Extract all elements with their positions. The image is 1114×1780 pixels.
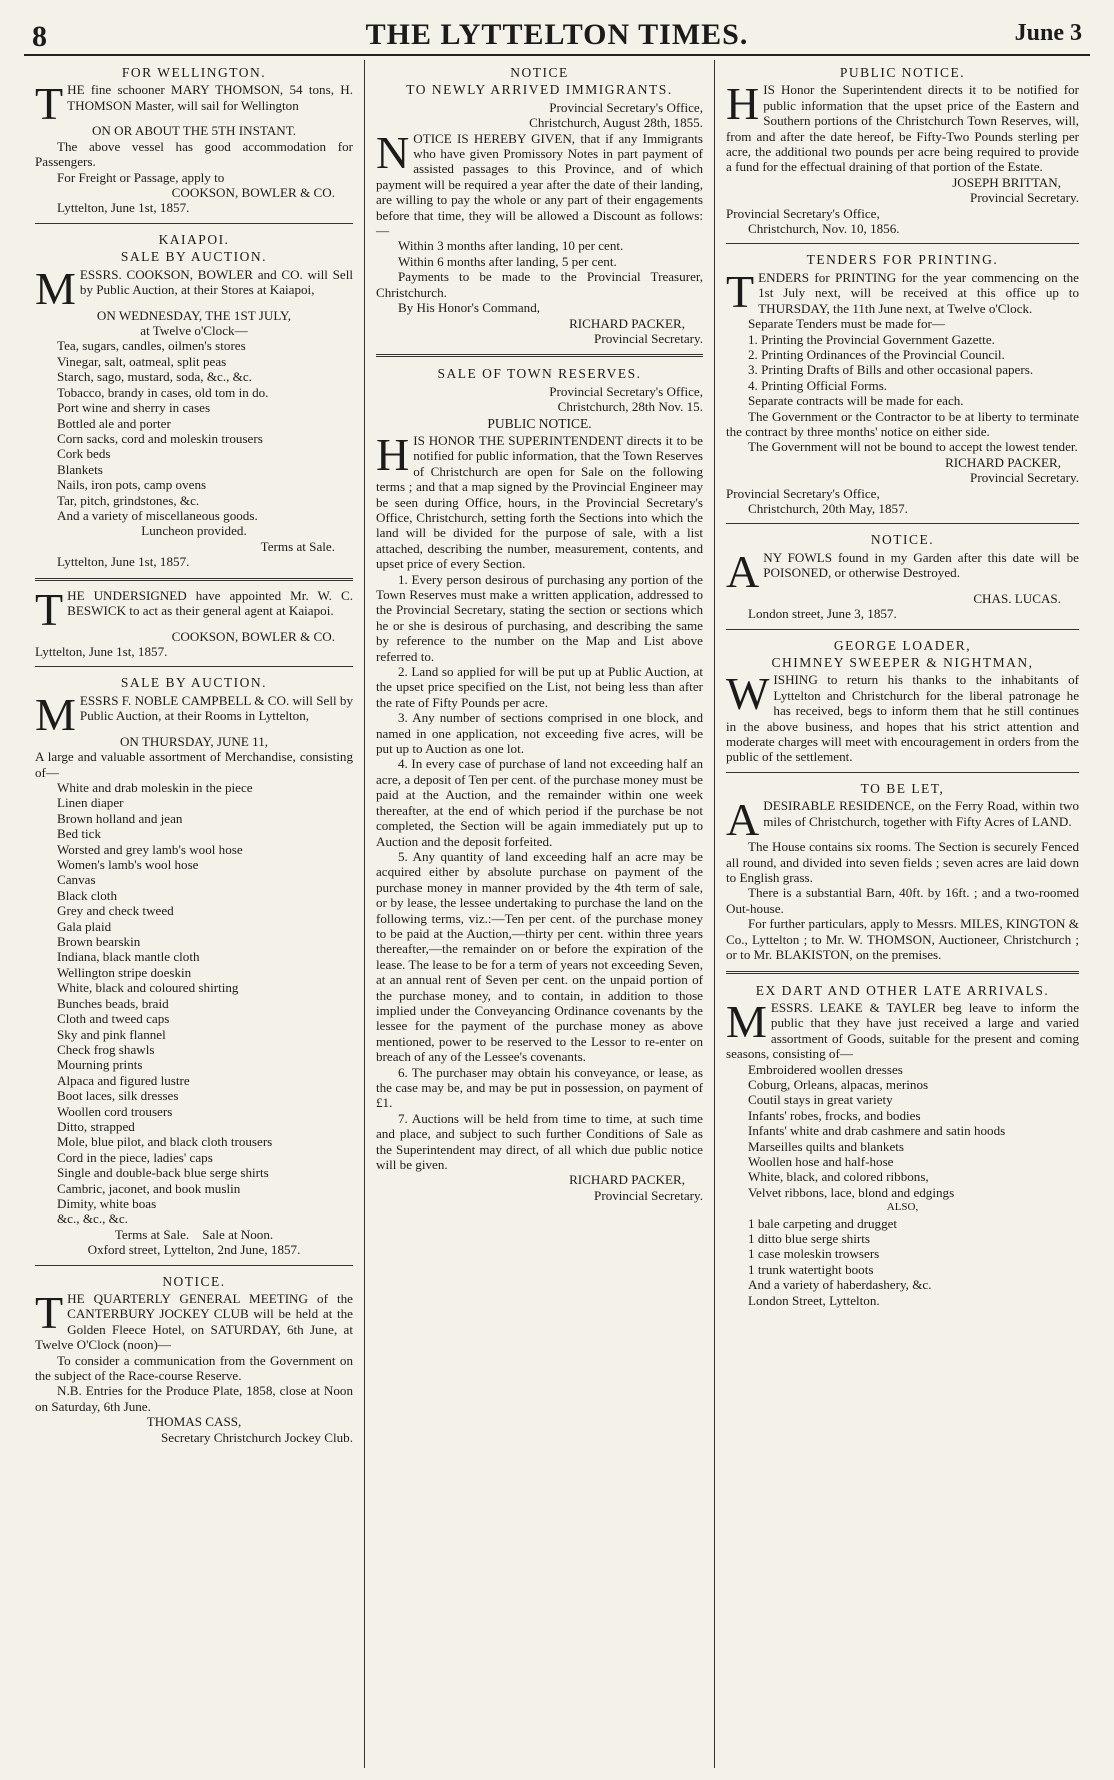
list-item: 4. Printing Official Forms. — [748, 377, 888, 393]
ad-signature: CHAS. LUCAS. — [973, 590, 1061, 606]
ad-signature-title: Secretary Christchurch Jockey Club. — [161, 1429, 353, 1445]
list-item: 1 case moleskin trowsers — [748, 1246, 880, 1262]
item-list — [726, 1062, 1079, 1201]
numbered-paragraph: 5. Any quantity of land exceeding half an acre may be acquired either by absolute purchase on payment of the purchase money in manner provided by the 4th term of sale, or by lease, the lessee undertaking to purchase the land on the following terms, viz.:—Ten per cent. of the purchase money to be paid at the Auction,—thirty per cent. within three years thereafter,—the remainder on or before the expiration of the lease. The lease to be for a term of years not exceeding Seven, at an annual rent of Seven per cent. on the unpaid portion of the purchase money, and to contain, in addition to those implied under the Conveyancing Ordinance covenants by the lessee for the payment of the purchase money as above mentioned, power to be reserved to the Lessor to re-enter on breach of any of the Lessee's covenants. — [376, 848, 703, 1065]
ad-heading: TENDERS FOR PRINTING. — [806, 252, 999, 268]
ad-line: Luncheon provided. — [141, 523, 247, 539]
drop-cap: A — [726, 545, 760, 597]
ad-body: ESSRS. COOKSON, BOWLER and CO. will Sell by Public Auction, at their Stores at Kaiapoi, — [79, 266, 353, 298]
ad-signature-title: Provincial Secretary. — [594, 330, 703, 346]
list-item: Blankets — [57, 461, 103, 477]
list-item: 3. Printing Drafts of Bills and other occasional papers. — [748, 362, 1034, 378]
list-item: White, black and coloured shirting — [57, 980, 239, 996]
ad-heading: SALE BY AUCTION. — [120, 249, 268, 265]
list-item: Bed tick — [57, 826, 101, 842]
list-item: Worsted and grey lamb's wool hose — [57, 841, 243, 857]
list-item: Cambric, jaconet, and book muslin — [57, 1180, 241, 1196]
ad-signature: RICHARD PACKER, — [569, 1172, 685, 1188]
list-item: 1 trunk watertight boots — [748, 1261, 874, 1277]
ad-signature: JOSEPH BRITTAN, — [952, 174, 1061, 190]
list-item: Boot laces, silk dresses — [57, 1088, 179, 1104]
list-item: Women's lamb's wool hose — [57, 857, 199, 873]
item-list — [726, 332, 1079, 394]
ad-to-be-let — [726, 776, 1079, 967]
ad-signature-title: Provincial Secretary. — [594, 1187, 703, 1203]
list-item: Gala plaid — [57, 918, 112, 934]
ad-body: ENDERS for PRINTING for the year commencing on the 1st July next, will be received at this office up to THURSDAY, the 11th June next, at Twelve o'Clock. — [758, 269, 1079, 316]
list-item: Single and double-back blue serge shirts — [57, 1165, 269, 1181]
list-item: Tea, sugars, candles, oilmen's stores — [57, 338, 246, 354]
ad-body: DESIRABLE RESIDENCE, on the Ferry Road, within two miles of Christchurch, together with Fifty Acres of LAND. — [763, 798, 1079, 829]
ad-date: Lyttelton, June 1st, 1857. — [35, 643, 168, 659]
list-item: Indiana, black mantle cloth — [57, 949, 200, 965]
ad-line: Terms at Sale. Sale at Noon. — [114, 1226, 274, 1242]
ad-body: ESSRS. LEAKE & TAYLER beg leave to inform the public that they have just received a large and varied assortment of Goods, suitable for the present and coming seasons, consisting of— — [726, 999, 1079, 1062]
ad-body: HE fine schooner MARY THOMSON, 54 tons, H. THOMSON Master, will sail for Wellington — [67, 82, 353, 113]
ad-date: Christchurch, August 28th, 1855. — [529, 115, 703, 131]
list-item: Woollen cord trousers — [57, 1103, 173, 1119]
ad-signature: COOKSON, BOWLER & CO. — [171, 628, 335, 644]
ad-heading: FOR WELLINGTON. — [121, 65, 267, 80]
ad-signature-title: Provincial Secretary. — [970, 190, 1079, 206]
drop-cap: T — [35, 583, 64, 635]
list-item: Check frog shawls — [57, 1041, 155, 1057]
ad-signature: COOKSON, BOWLER & CO. — [171, 185, 335, 201]
ad-line: Within 6 months after landing, 5 per cent. — [398, 253, 617, 269]
list-item: Coburg, Orleans, alpacas, merinos — [748, 1076, 929, 1092]
list-item: Nails, iron pots, camp ovens — [57, 477, 207, 493]
drop-cap: M — [726, 995, 767, 1047]
ad-office: Provincial Secretary's Office, — [549, 99, 703, 115]
ad-address: London Street, Lyttelton. — [748, 1292, 880, 1308]
ad-heading: PUBLIC NOTICE. — [839, 65, 966, 80]
ad-heading: NOTICE. — [162, 1273, 226, 1289]
ad-office: Provincial Secretary's Office, — [726, 485, 880, 501]
newspaper-title: THE LYTTELTON TIMES. — [365, 18, 749, 51]
list-item: Bunches beads, braid — [57, 995, 169, 1011]
list-item: 1 bale carpeting and drugget — [748, 1215, 898, 1231]
ad-body: ISHING to return his thanks to the inhabitants of Lyttelton and Christchurch for the liberal patronage he has received, begs to inform them that he still continues in the above business, and hopes that his strict attention and moderate charges will meet with encouragement in orders from the public of the settlement. — [726, 672, 1079, 765]
drop-cap: H — [726, 78, 760, 130]
list-item: And a variety of miscellaneous goods. — [57, 507, 258, 523]
ad-body: N.B. Entries for the Produce Plate, 1858, close at Noon on Saturday, 6th June. — [35, 1383, 353, 1414]
ad-date: Oxford street, Lyttelton, 2nd June, 1857. — [87, 1242, 301, 1258]
list-item: Brown bearskin — [57, 934, 141, 950]
ad-town-reserves — [376, 361, 703, 1207]
issue-date: June 3 — [1014, 20, 1082, 46]
ad-line: ON WEDNESDAY, THE 1ST JULY, — [96, 307, 292, 323]
list-item: And a variety of haberdashery, &c. — [748, 1277, 932, 1293]
ad-tenders-printing — [726, 247, 1079, 520]
ad-public-notice — [726, 60, 1079, 240]
ad-body: IS Honor the Superintendent directs it to be notified for public information that the upset price of the Eastern and Southern portions of the Christchurch Town Reserves, will, from and after the date hereof, be Fifty-Two Pounds sterling per acre, the additional two pounds per acre being required to provide a fund for the effectual draining of that portion of the Estate. — [726, 82, 1079, 175]
ad-for-wellington — [35, 60, 353, 220]
ad-heading: SALE BY AUCTION. — [120, 675, 268, 691]
ad-heading: EX DART AND OTHER LATE ARRIVALS. — [755, 982, 1050, 998]
ad-line: ON OR ABOUT THE 5TH INSTANT. — [91, 123, 297, 139]
ad-line: Within 3 months after landing, 10 per cent. — [398, 238, 624, 254]
list-item: Cloth and tweed caps — [57, 1011, 170, 1027]
ad-date: Lyttelton, June 1st, 1857. — [57, 554, 190, 570]
list-item: Dimity, white boas — [57, 1195, 157, 1211]
ad-body: To consider a communication from the Government on the subject of the Race-course Reserve. — [35, 1352, 353, 1384]
list-item: Linen diaper — [57, 795, 124, 811]
page-number: 8 — [32, 20, 47, 53]
drop-cap: T — [726, 265, 755, 317]
item-list — [726, 1216, 1079, 1293]
list-item: Alpaca and figured lustre — [57, 1072, 190, 1088]
list-item: Bottled ale and porter — [57, 415, 171, 431]
ad-subheading: PUBLIC NOTICE. — [487, 415, 592, 431]
ad-jockey-club — [35, 1269, 353, 1449]
list-item: Marseilles quilts and blankets — [748, 1138, 905, 1154]
ad-body: The House contains six rooms. The Section is securely Fenced all round, and divided into seven fields ; seven acres are laid down to English grass. — [726, 839, 1079, 886]
ad-body: For Freight or Passage, apply to — [57, 169, 225, 185]
list-item: Tar, pitch, grindstones, &c. — [57, 492, 200, 508]
ad-body: NY FOWLS found in my Garden after this date will be POISONED, or otherwise Destroyed. — [763, 549, 1079, 581]
ad-body: IS HONOR THE SUPERINTENDENT directs it to be notified for public information, that the Town Reserves of Christchurch are open for Sale on the following terms ; and that a map signed by the Provincial Engineer may be seen during Office, hours, in the Provincial Secretary's Office, Christchurch, setting forth the Sections into which the land will be divided for the purpose of sale, with a list attached, describing the number, measurement, contents, and upset price of every Section. — [376, 432, 703, 572]
numbered-paragraph: 7. Auctions will be held from time to time, at such time and place, and subject to such further Conditions of Sale as the Superintendent may direct, of all which due public notice will be given. — [376, 1110, 703, 1173]
ad-heading: CHIMNEY SWEEPER & NIGHTMAN, — [771, 655, 1034, 670]
list-item: Infants' white and drab cashmere and satin hoods — [748, 1123, 1006, 1139]
ad-body: OTICE IS HEREBY GIVEN, that if any Immigrants who have given Promissory Notes in part payment of assisted passages to this Province, and of which payment will be required a year after the date of their landing, are willing to pay the whole or any part of their engagements before that time, they will be allowed a Discount as follows:— — [376, 130, 703, 239]
ad-body: HE QUARTERLY GENERAL MEETING of the CANTERBURY JOCKEY CLUB will be held at the Golden Fleece Hotel, on SATURDAY, 6th June, at Twelve O'Clock (noon)— — [35, 1291, 353, 1353]
list-item: Port wine and sherry in cases — [57, 400, 211, 416]
ad-line: Terms at Sale. — [260, 538, 335, 554]
list-item: Corn sacks, cord and moleskin trousers — [57, 430, 263, 446]
column-3 — [714, 60, 1090, 1768]
masthead — [24, 14, 1090, 56]
column-2 — [364, 60, 714, 1768]
columns — [24, 60, 1090, 1768]
ad-signature: RICHARD PACKER, — [569, 315, 685, 331]
numbered-paragraph: 1. Every person desirous of purchasing any portion of the Town Reserves must make a written application, addressed to the Provincial Secretary, stating the section or sections which he or she is desirous of purchasing, and describing the same by reference to the number on the Map and List above referred to. — [376, 571, 703, 664]
list-item: Starch, sago, mustard, soda, &c., &c. — [57, 369, 252, 385]
ad-fowls-notice — [726, 527, 1079, 625]
ad-body: The above vessel has good accommodation for Passengers. — [35, 138, 353, 170]
ad-line: Separate contracts will be made for each. — [748, 393, 964, 409]
list-item: Coutil stays in great variety — [748, 1092, 893, 1108]
list-item: Mole, blue pilot, and black cloth trousers — [57, 1134, 273, 1150]
list-item: Mourning prints — [57, 1057, 143, 1073]
list-item: 2. Printing Ordinances of the Provincial Council. — [748, 346, 1005, 362]
list-item: Vinegar, salt, oatmeal, split peas — [57, 353, 227, 369]
list-item: Ditto, strapped — [57, 1118, 135, 1134]
column-1 — [24, 60, 364, 1768]
list-item: White, black, and colored ribbons, — [748, 1169, 929, 1185]
numbered-paragraph: 6. The purchaser may obtain his conveyance, or lease, as the case may be, and may be put in possession, on payment of £1. — [376, 1064, 703, 1111]
numbered-paragraph: 2. Land so applied for will be put up at Public Auction, at the upset price specified on the List, not being less than after the rate of Fifty Pounds per acre. — [376, 664, 703, 710]
drop-cap: A — [726, 794, 760, 846]
ad-body: HE UNDERSIGNED have appointed Mr. W. C. BESWICK to act as their general agent at Kaiapoi. — [67, 587, 353, 618]
ad-body: The Government or the Contractor to be at liberty to terminate the contract by three months' notice on either side. — [726, 408, 1079, 439]
ad-date: Christchurch, 28th Nov. 15. — [557, 399, 703, 415]
ad-signature-title: Provincial Secretary. — [970, 470, 1079, 486]
list-item: Wellington stripe doeskin — [57, 964, 192, 980]
item-list — [35, 338, 353, 523]
list-item: Sky and pink flannel — [57, 1026, 166, 1042]
ad-body: Payments to be made to the Provincial Treasurer, Christchurch. — [376, 269, 703, 300]
ad-signature: RICHARD PACKER, — [945, 454, 1061, 470]
list-item: Cork beds — [57, 446, 111, 462]
list-item: 1. Printing the Provincial Government Gazette. — [748, 331, 995, 347]
ad-body: ESSRS F. NOBLE CAMPBELL & CO. will Sell by Public Auction, at their Rooms in Lyttelton, — [79, 692, 353, 724]
list-item: Velvet ribbons, lace, blond and edgings — [748, 1184, 955, 1200]
drop-cap: T — [35, 78, 64, 130]
drop-cap: N — [376, 126, 410, 178]
drop-cap: M — [35, 688, 76, 740]
ad-line: ALSO, — [886, 1201, 919, 1214]
ad-body: For further particulars, apply to Messrs. MILES, KINGTON & Co., Lyttelton ; to Mr. W. THOMSON, Auctioneer, Christchurch ; or to Mr. BLAKISTON, on the premises. — [726, 916, 1079, 963]
list-item: Brown holland and jean — [57, 810, 183, 826]
drop-cap: W — [726, 668, 770, 720]
ad-kaiapoi-auction — [35, 227, 353, 574]
list-item: Grey and check tweed — [57, 903, 174, 919]
ad-date: Christchurch, 20th May, 1857. — [748, 500, 908, 516]
list-item: Infants' robes, frocks, and bodies — [748, 1107, 921, 1123]
drop-cap: M — [35, 262, 76, 314]
ad-agent-kaiapoi — [35, 585, 353, 664]
ad-immigrants-notice — [376, 60, 703, 350]
ad-line: By His Honor's Command, — [398, 300, 541, 316]
ad-heading: TO BE LET, — [860, 780, 945, 796]
drop-cap: H — [376, 428, 410, 480]
ad-line: ON THURSDAY, JUNE 11, — [119, 733, 269, 749]
list-item: &c., &c., &c. — [57, 1211, 128, 1227]
ad-body: The Government will not be bound to accept the lowest tender. — [748, 439, 1078, 455]
ad-body: There is a substantial Barn, 40ft. by 16ft. ; and a two-roomed Out-house. — [726, 885, 1079, 916]
ad-signature: THOMAS CASS, — [146, 1414, 242, 1430]
list-item: Woollen hose and half-hose — [748, 1153, 894, 1169]
ad-heading: NOTICE — [510, 65, 569, 80]
list-item: Canvas — [57, 872, 96, 888]
list-item: 1 ditto blue serge shirts — [748, 1231, 870, 1246]
numbered-paragraph: 4. In every case of purchase of land not exceeding half an acre, a deposit of Ten per cent. of the purchase money must be paid at the Auction, and the remainder within one week thereafter, at the end of which period if the purchase be not completed, the Section will be again immediately put up to Auction and the deposit forfeited. — [376, 756, 703, 849]
item-list — [35, 780, 353, 1227]
numbered-paragraph: 3. Any number of sections comprised in one block, and named in one application, not exceeding five acres, will be put up to Auction as one lot. — [376, 710, 703, 757]
ad-heading: NOTICE. — [870, 532, 935, 548]
ad-place: KAIAPOI. — [158, 231, 230, 247]
ad-body: A large and valuable assortment of Merchandise, consisting of— — [35, 749, 353, 780]
ad-date: Christchurch, Nov. 10, 1856. — [748, 221, 900, 237]
ad-line: at Twelve o'Clock— — [140, 323, 248, 339]
drop-cap: T — [35, 1287, 64, 1338]
ad-line: Separate Tenders must be made for— — [748, 316, 946, 332]
list-item: Black cloth — [57, 887, 117, 903]
list-item: Tobacco, brandy in cases, old tom in do. — [57, 384, 269, 400]
ad-campbell-auction — [35, 670, 353, 1261]
list-item: Embroidered woollen dresses — [748, 1061, 903, 1077]
ad-date: London street, June 3, 1857. — [748, 606, 897, 622]
ad-heading: SALE OF TOWN RESERVES. — [437, 366, 642, 382]
ad-heading: TO NEWLY ARRIVED IMMIGRANTS. — [406, 82, 673, 98]
ad-heading: GEORGE LOADER, — [833, 637, 972, 653]
ad-late-arrivals — [726, 978, 1079, 1313]
ad-chimney-sweeper — [726, 633, 1079, 769]
ad-office: Provincial Secretary's Office, — [549, 383, 703, 399]
list-item: Cord in the piece, ladies' caps — [57, 1149, 213, 1165]
list-item: White and drab moleskin in the piece — [57, 780, 253, 795]
ad-office: Provincial Secretary's Office, — [726, 205, 880, 221]
ad-date: Lyttelton, June 1st, 1857. — [57, 200, 190, 216]
